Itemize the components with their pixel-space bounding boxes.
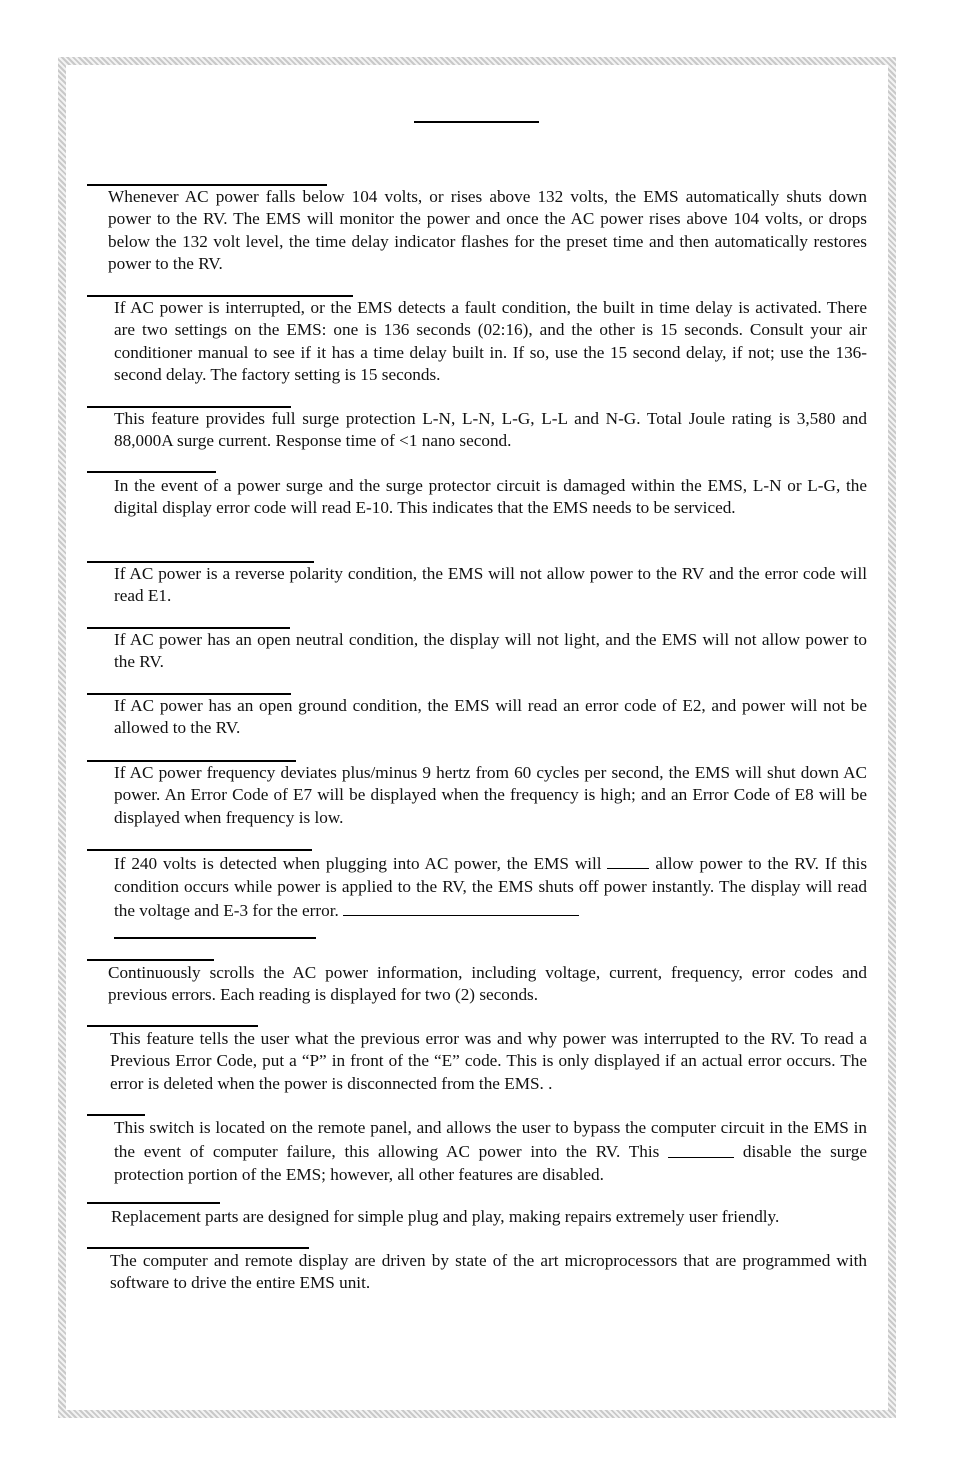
heading-rule-replaceable <box>87 1202 220 1204</box>
heading-rule-scrolling <box>87 959 214 961</box>
paragraph-frequency: If AC power frequency deviates plus/minus 9 hertz from 60 cycles per second, the EMS will shut down AC power. An Error Code of E7 will be displayed when the frequency is high; and an Error Code of E8 will be displayed when frequency is low. <box>114 763 867 827</box>
paragraph-240-volt-part-a: If 240 volts is detected when plugging into AC power, the EMS will <box>114 854 602 874</box>
paragraph-voltage: Whenever AC power falls below 104 volts, or rises above 132 volts, the EMS automatically shuts down power to the RV. The EMS will monitor the power and once the AC power rises above 104 volts, or drops below the 132 volt level, the time delay indicator flashes for the preset time and then automatically restores power to the RV. <box>108 187 867 274</box>
heading-rule-displays <box>114 937 316 939</box>
blank-line <box>343 898 579 916</box>
paragraph-surge-failure: In the event of a power surge and the surge protector circuit is damaged within the EMS, L-N or L-G, the digital display error code will read E-10. This indicates that the EMS needs to be serviced. <box>114 476 867 518</box>
paragraph-previous-error: This feature tells the user what the previous error was and why power was interrupted to the RV. To read a Previous Error Code, put a “P” in front of the “E” code. This is only displayed if an actual error occurs. The error is deleted when the power is disconnected from the EMS. . <box>110 1029 867 1093</box>
paragraph-open-neutral: If AC power has an open neutral condition, the display will not light, and the EMS will not allow power to the RV. <box>114 630 867 672</box>
paragraph-replaceable: Replacement parts are designed for simple plug and play, making repairs extremely user friendly. <box>111 1207 780 1226</box>
blank-line <box>607 851 649 869</box>
paragraph-scrolling: Continuously scrolls the AC power information, including voltage, current, frequency, error codes and previous errors. Each reading is displayed for two (2) seconds. <box>108 963 867 1005</box>
paragraph-bypass-part-b: disable the surge protection portion of the EMS; however, all other features are disabled. <box>114 1142 868 1184</box>
heading-rule-previous-error <box>87 1025 258 1027</box>
paragraph-reverse-polarity: If AC power is a reverse polarity condition, the EMS will not allow power to the RV and the error code will read E1. <box>114 564 867 606</box>
paragraph-time-delay: If AC power is interrupted, or the EMS detects a fault condition, the built in time delay is activated. There are two settings on the EMS: one is 136 seconds (02:16), and the other is 15 seconds. Consult your air conditioner manual to see if it has a time delay built in. If so, use the 15 second delay, if not; use the 136-second delay. The factory setting is 15 seconds. <box>114 298 867 385</box>
paragraph-surge-protection: This feature provides full surge protection L-N, L-N, L-G, L-L and N-G. Total Joule rating is 3,580 and 88,000A surge current. Response time of <1 nano second. <box>114 409 867 451</box>
paragraph-bypass <box>114 1117 867 1186</box>
heading-rule-computer <box>87 1247 309 1249</box>
paragraph-open-ground: If AC power has an open ground condition, the EMS will read an error code of E2, and power will not be allowed to the RV. <box>114 696 867 738</box>
paragraph-240-volt-part-b: allow power to the RV. If this condition occurs while power is applied to the RV, the EMS shuts off power instantly. The display will read the voltage and E-3 for the error. <box>114 854 868 921</box>
heading-rule-surge-failure <box>87 471 216 473</box>
paragraph-bypass-part-a: This switch is located on the remote panel, and allows the user to bypass the computer circuit in the EMS in the event of computer failure, this allowing AC power into the RV. This <box>114 1118 867 1162</box>
paragraph-240-volt <box>114 851 867 923</box>
title-underline <box>414 121 539 123</box>
heading-rule-bypass <box>87 1114 145 1116</box>
paragraph-computer: The computer and remote display are driven by state of the art microprocessors that are programmed with software to drive the entire EMS unit. <box>110 1251 867 1293</box>
blank-line <box>668 1139 734 1157</box>
